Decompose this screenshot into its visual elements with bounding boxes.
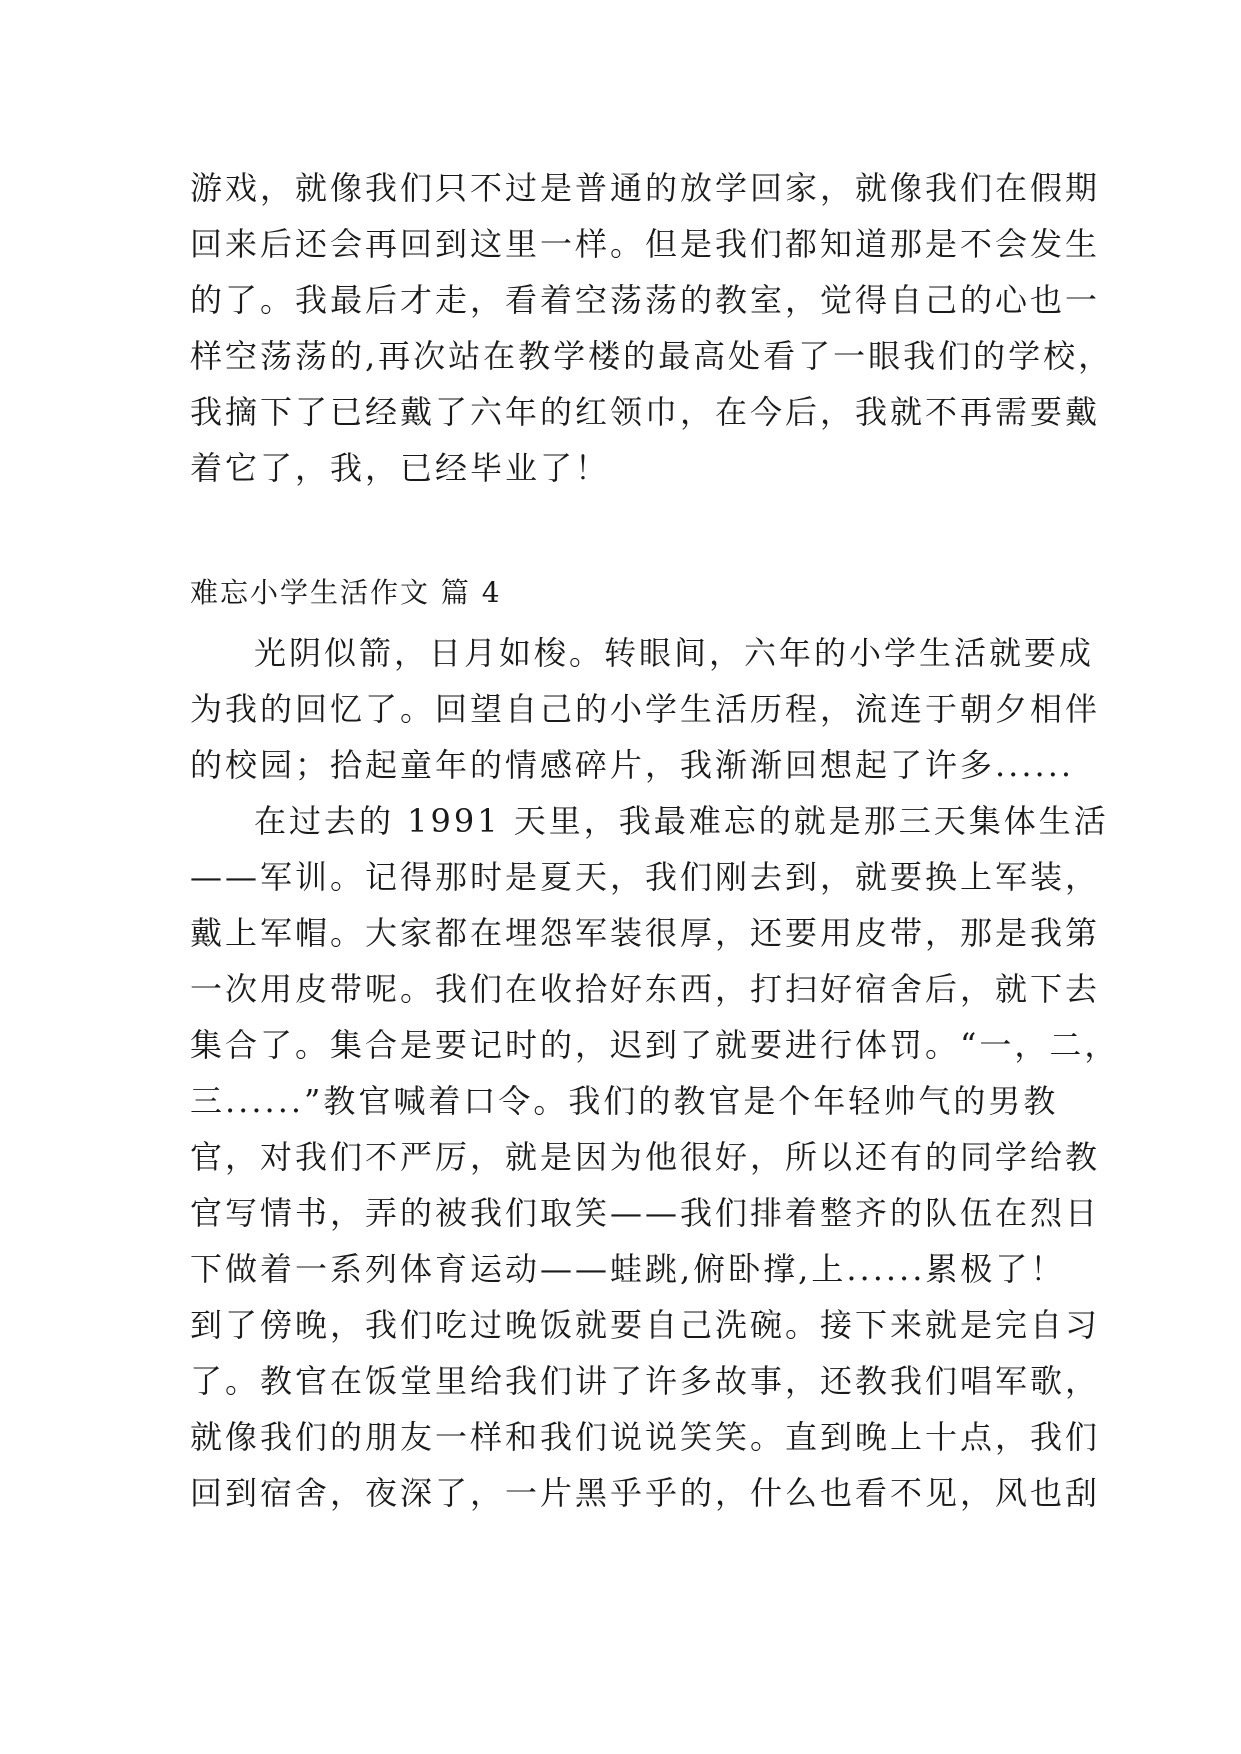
section-heading: 难忘小学生活作文 篇 4	[190, 576, 502, 609]
text-line: 的了。我最后才走，看着空荡荡的教室，觉得自己的心也一	[190, 281, 1101, 319]
text-line: 为我的回忆了。回望自己的小学生活历程，流连于朝夕相伴	[190, 690, 1101, 728]
text-line: 到了傍晚，我们吃过晚饭就要自己洗碗。接下来就是完自习	[190, 1306, 1101, 1344]
text-line: 了。教官在饭堂里给我们讲了许多故事，还教我们唱军歌，	[190, 1362, 1101, 1400]
text-line: 戴上军帽。大家都在埋怨军装很厚，还要用皮带，那是我第	[190, 914, 1101, 952]
text-line: 回到宿舍，夜深了，一片黑乎乎的，什么也看不见，风也刮	[190, 1474, 1101, 1512]
text-line: 回来后还会再回到这里一样。但是我们都知道那是不会发生	[190, 225, 1101, 263]
text-line: 我摘下了已经戴了六年的红领巾，在今后，我就不再需要戴	[190, 393, 1101, 431]
text-line: 官写情书，弄的被我们取笑——我们排着整齐的队伍在烈日	[190, 1194, 1101, 1232]
paragraph-first-line: 在过去的 1991 天里，我最难忘的就是那三天集体生活	[254, 802, 1109, 840]
text-line: 官，对我们不严厉，就是因为他很好，所以还有的同学给教	[190, 1138, 1101, 1176]
text-line: 一次用皮带呢。我们在收拾好东西，打扫好宿舍后，就下去	[190, 970, 1101, 1008]
text-line: 着它了，我，已经毕业了！	[190, 449, 611, 487]
text-line: 集合了。集合是要记时的，迟到了就要进行体罚。“一，二，	[190, 1026, 1120, 1064]
text-line: ——军训。记得那时是夏天，我们刚去到，就要换上军装，	[190, 858, 1101, 896]
text-line: 游戏，就像我们只不过是普通的放学回家，就像我们在假期	[190, 169, 1101, 207]
text-line: 就像我们的朋友一样和我们说说笑笑。直到晚上十点，我们	[190, 1418, 1101, 1456]
text-line: 三......”教官喊着口令。我们的教官是个年轻帅气的男教	[190, 1082, 1059, 1120]
paragraph-first-line: 光阴似箭，日月如梭。转眼间，六年的小学生活就要成	[254, 634, 1095, 672]
text-line: 的校园；拾起童年的情感碎片，我渐渐回想起了许多......	[190, 746, 1075, 784]
text-line: 样空荡荡的,再次站在教学楼的最高处看了一眼我们的学校，	[190, 337, 1114, 375]
text-line: 下做着一系列体育运动——蛙跳,俯卧撑,上......累极了！	[190, 1250, 1066, 1288]
